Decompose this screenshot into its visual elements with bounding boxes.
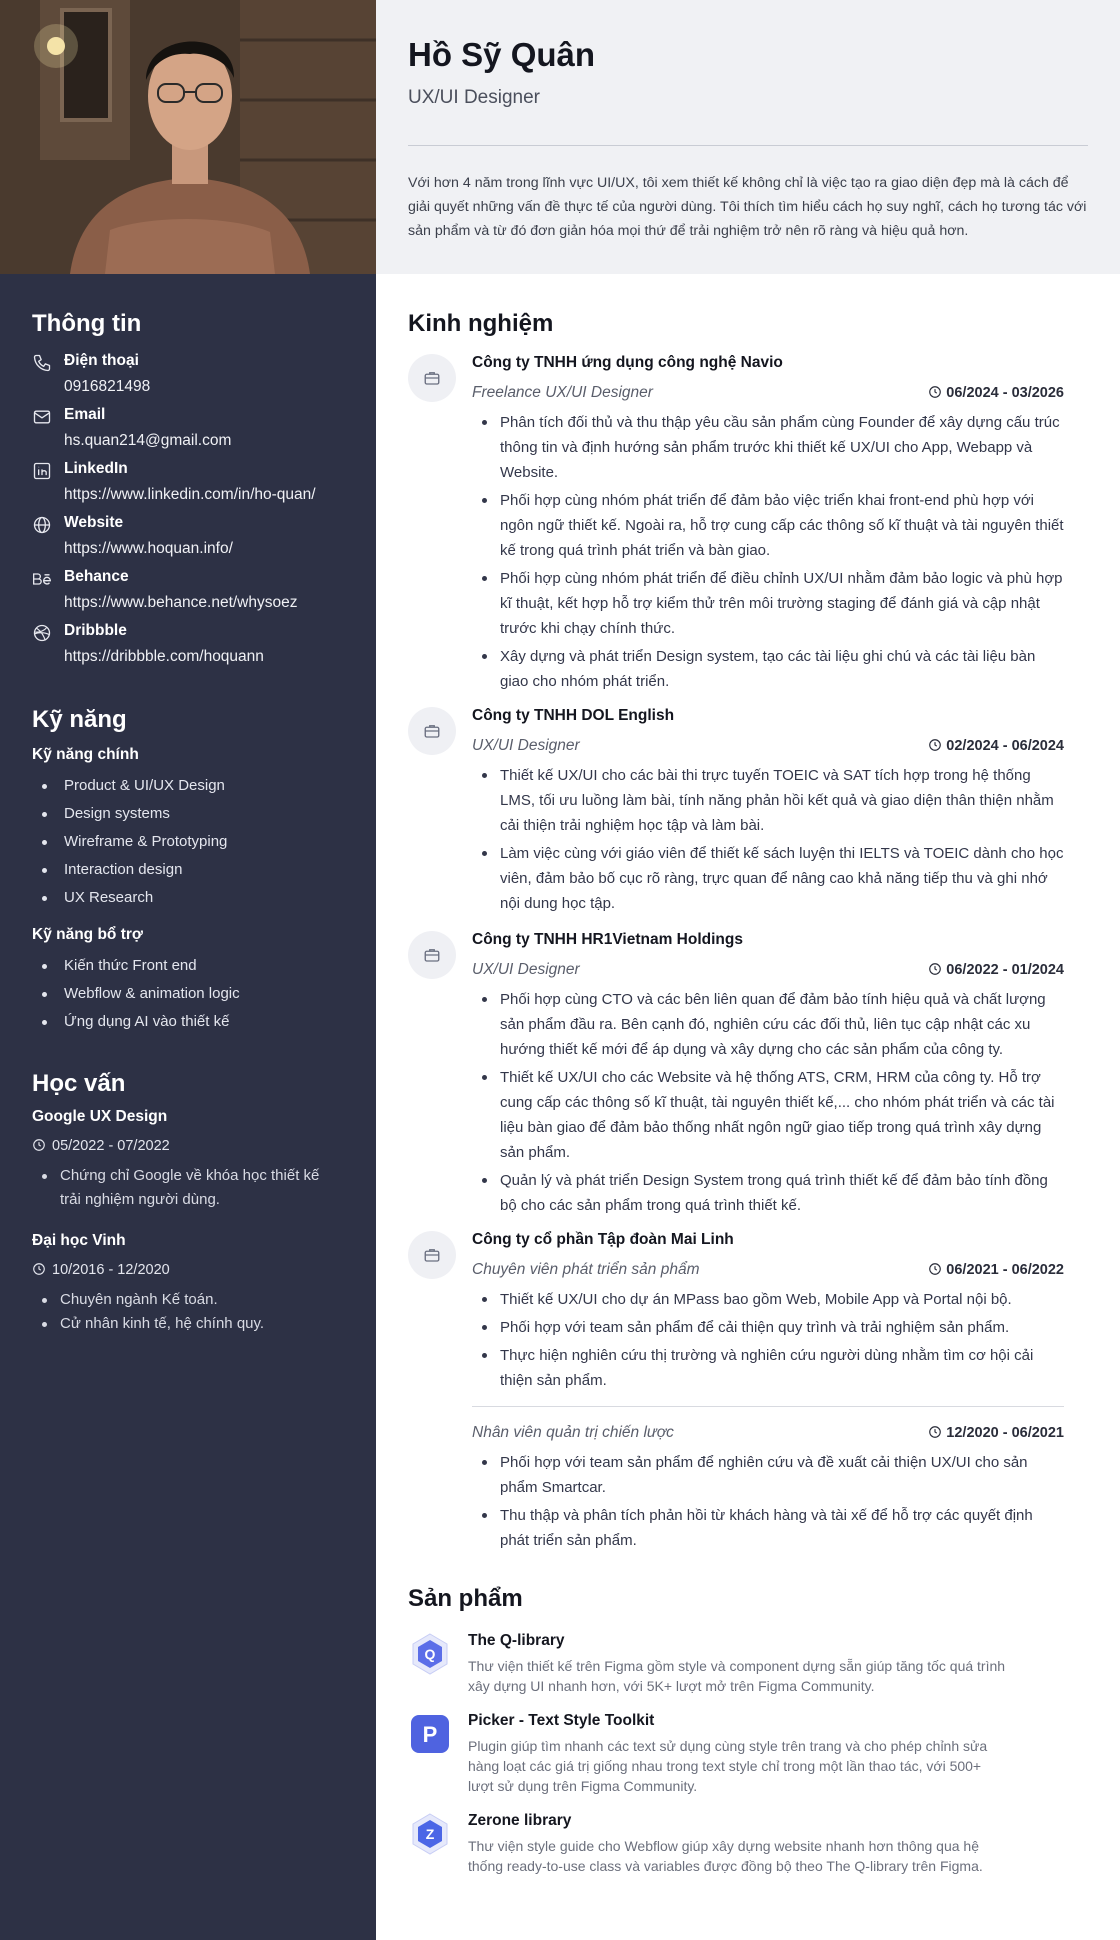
- list-item: Thực hiện nghiên cứu thị trường và nghiên cứu người dùng nhằm tìm cơ hội cải thiện sản phẩm.: [472, 1343, 1064, 1393]
- main-skills-list: [32, 772, 227, 912]
- job-date: [928, 1262, 1064, 1278]
- product-description: Plugin giúp tìm nhanh các text sử dụng cùng style trên trang và cho phép chỉnh sửa hàng loạt các giá trị giống nhau trong text style chỉ trong một lần thao tác, với 500+ lượt sử dụng trên Figma Community.: [468, 1738, 988, 1794]
- company-name: Công ty TNHH DOL English: [472, 707, 675, 724]
- job-date-text: 02/2024 - 06/2024: [946, 738, 1064, 754]
- job-date-text: 06/2022 - 01/2024: [946, 962, 1064, 978]
- position-title: Freelance UX/UI Designer: [472, 384, 653, 401]
- list-item: Webflow & animation logic: [32, 980, 240, 1008]
- list-item: Phân tích đối thủ và thu thập yêu cầu sản phẩm cùng Founder để xây dựng cấu trúc thông tin và định hướng sản phẩm trước khi thiết kế UX/UI cho App, Webapp và Website.: [472, 410, 1064, 485]
- education-school: Đại học Vinh: [32, 1232, 126, 1249]
- contact-label: Website: [64, 514, 124, 531]
- contact-label: Email: [64, 406, 106, 423]
- job-date: [928, 738, 1064, 754]
- linkedin-icon: [32, 461, 52, 481]
- summary: Với hơn 4 năm trong lĩnh vực UI/UX, tôi xem thiết kế không chỉ là việc tạo ra giao diện đẹp mà là cách để giải quyết những vấn đề thực tế của người dùng. Tôi thích tìm hiểu cách họ suy nghĩ, cách họ tương tác với sản phẩm và từ đó đơn giản hóa mọi thứ để trải nghiệm trở nên rõ ràng và hiệu quả hơn.: [408, 175, 1087, 239]
- contact-label: LinkedIn: [64, 460, 128, 477]
- job-date-text: 06/2021 - 06/2022: [946, 1262, 1064, 1278]
- list-item: Thu thập và phân tích phản hồi từ khách hàng và tài xế để hỗ trợ các quyết định phát triển sản phẩm.: [472, 1503, 1064, 1553]
- job-title: UX/UI Designer: [408, 87, 540, 108]
- briefcase-icon: [423, 369, 441, 387]
- globe-icon: [32, 515, 52, 535]
- list-item: Phối hợp cùng nhóm phát triển để đảm bảo việc triển khai front-end phù hợp với ngôn ngữ thiết kế. Ngoài ra, hỗ trợ cung cấp các thông số kĩ thuật và tài nguyên thiết kế trong quá trình phát triển và bàn giao.: [472, 488, 1064, 563]
- education-date: [32, 1262, 170, 1278]
- sidebar: [0, 274, 376, 1940]
- contact-value[interactable]: 0916821498: [64, 378, 151, 395]
- job-badge: [408, 1231, 456, 1279]
- education-date: [32, 1138, 170, 1154]
- list-item: Ứng dụng AI vào thiết kế: [32, 1008, 240, 1036]
- list-item: Design systems: [32, 800, 227, 828]
- briefcase-icon: [423, 722, 441, 740]
- job-date-text: 06/2024 - 03/2026: [946, 385, 1064, 401]
- job-date: [928, 1425, 1064, 1441]
- phone-icon: [32, 353, 52, 373]
- list-item: Chứng chỉ Google về khóa học thiết kế trải nghiệm người dùng.: [32, 1164, 332, 1212]
- job-badge: [408, 707, 456, 755]
- header: [376, 0, 1120, 274]
- job-bullets: [472, 987, 1064, 1221]
- skills-title: Kỹ năng: [32, 706, 127, 733]
- clock-icon: [928, 738, 942, 752]
- product-description: Thư viện thiết kế trên Figma gồm style và component dựng sẵn giúp tăng tốc quá trình xây dựng UI nhanh hơn, với 5K+ lượt mở trên Figma Community.: [468, 1658, 1006, 1694]
- contact-value[interactable]: hs.quan214@gmail.com: [64, 432, 232, 449]
- education-items: [32, 1164, 332, 1212]
- job-badge: [408, 931, 456, 979]
- job-badge: [408, 354, 456, 402]
- education-date-text: 10/2016 - 12/2020: [52, 1262, 170, 1278]
- briefcase-icon: [423, 1246, 441, 1264]
- product-name: The Q-library: [468, 1632, 565, 1649]
- products-title: Sản phẩm: [408, 1585, 523, 1612]
- position-title: Nhân viên quản trị chiến lược: [472, 1424, 674, 1441]
- list-item: Cử nhân kinh tế, hệ chính quy.: [32, 1312, 332, 1336]
- product-name: Zerone library: [468, 1812, 572, 1829]
- contact-label: Dribbble: [64, 622, 127, 639]
- clock-icon: [32, 1262, 46, 1276]
- zerone-logo: [408, 1812, 452, 1856]
- contact-value[interactable]: https://www.hoquan.info/: [64, 540, 233, 557]
- q-library-logo: [408, 1632, 452, 1676]
- list-item: Interaction design: [32, 856, 227, 884]
- contact-label: Điện thoại: [64, 352, 139, 369]
- list-item: Product & UI/UX Design: [32, 772, 227, 800]
- list-item: UX Research: [32, 884, 227, 912]
- clock-icon: [928, 962, 942, 976]
- job-date: [928, 385, 1064, 401]
- job-bullets: [472, 1450, 1064, 1556]
- company-name: Công ty TNHH HR1Vietnam Holdings: [472, 931, 743, 948]
- picker-logo: [408, 1712, 452, 1756]
- extra-skills-title: Kỹ năng bổ trợ: [32, 926, 143, 943]
- list-item: Quản lý và phát triển Design System trong quá trình thiết kế để đảm bảo tính đồng bộ cho các sản phẩm trong quá trình thiết kế.: [472, 1168, 1064, 1218]
- extra-skills-list: [32, 952, 240, 1036]
- contact-value[interactable]: https://www.linkedin.com/in/ho-quan/: [64, 486, 316, 503]
- contact-value[interactable]: https://www.behance.net/whysoez: [64, 594, 298, 611]
- contact-label: Behance: [64, 568, 129, 585]
- list-item: Phối hợp với team sản phẩm để nghiên cứu và đề xuất cải thiện UX/UI cho sản phẩm Smartcar.: [472, 1450, 1064, 1500]
- education-school: Google UX Design: [32, 1108, 168, 1125]
- experience-title: Kinh nghiệm: [408, 310, 554, 337]
- job-date-text: 12/2020 - 06/2021: [946, 1425, 1064, 1441]
- dribbble-icon: [32, 623, 52, 643]
- svg-text:P: P: [422, 1722, 438, 1747]
- info-title: Thông tin: [32, 310, 142, 337]
- education-title: Học vấn: [32, 1070, 126, 1097]
- contact-value[interactable]: https://dribbble.com/hoquann: [64, 648, 264, 665]
- svg-text:Z: Z: [425, 1826, 435, 1842]
- briefcase-icon: [423, 946, 441, 964]
- education-date-text: 05/2022 - 07/2022: [52, 1138, 170, 1154]
- job-date: [928, 962, 1064, 978]
- full-name: Hồ Sỹ Quân: [408, 36, 596, 73]
- position-title: Chuyên viên phát triển sản phẩm: [472, 1261, 700, 1278]
- list-item: Chuyên ngành Kế toán.: [32, 1288, 332, 1312]
- list-item: Làm việc cùng với giáo viên để thiết kế sách luyện thi IELTS và TOEIC dành cho học viên, đảm bảo bố cục rõ ràng, trực quan để nâng cao khả năng tiếp thu và ghi nhớ nội dung học tập.: [472, 841, 1064, 916]
- list-item: Phối hợp cùng nhóm phát triển để điều chỉnh UX/UI nhằm đảm bảo logic và phù hợp kĩ thuật, kết hợp hỗ trợ kiểm thử trên môi trường staging để đánh giá và cập nhật trước khi chạy chính thức.: [472, 566, 1064, 641]
- behance-icon: [32, 569, 52, 589]
- list-item: Xây dựng và phát triển Design system, tạo các tài liệu ghi chú và các tài liệu bàn giao cho nhóm phát triển.: [472, 644, 1064, 694]
- list-item: Thiết kế UX/UI cho dự án MPass bao gồm Web, Mobile App và Portal nội bộ.: [472, 1287, 1064, 1312]
- product-name: Picker - Text Style Toolkit: [468, 1712, 655, 1729]
- position-title: UX/UI Designer: [472, 737, 580, 754]
- company-name: Công ty TNHH ứng dụng công nghệ Navio: [472, 354, 783, 371]
- list-item: Phối hợp với team sản phẩm để cải thiện quy trình và trải nghiệm sản phẩm.: [472, 1315, 1064, 1340]
- list-item: Kiến thức Front end: [32, 952, 240, 980]
- clock-icon: [928, 1262, 942, 1276]
- main-skills-title: Kỹ năng chính: [32, 746, 139, 763]
- list-item: Phối hợp cùng CTO và các bên liên quan để đảm bảo tính hiệu quả và chất lượng sản phẩm đầu ra. Bên cạnh đó, nghiên cứu các đối thủ, liên tục cập nhật các xu hướng thiết kế mới để áp dụng và xây dựng cho các sản phẩm của công ty.: [472, 987, 1064, 1062]
- svg-text:Q: Q: [424, 1646, 436, 1662]
- profile-photo: [0, 0, 376, 274]
- clock-icon: [928, 1425, 942, 1439]
- job-bullets: [472, 1287, 1064, 1396]
- role-divider: [472, 1406, 1064, 1407]
- company-name: Công ty cổ phần Tập đoàn Mai Linh: [472, 1231, 734, 1248]
- header-divider: [408, 145, 1088, 146]
- list-item: Thiết kế UX/UI cho các bài thi trực tuyến TOEIC và SAT tích hợp trong hệ thống LMS, tối ưu luồng làm bài, tính năng phản hồi kết quả và giao diện thân thiện nhằm cải thiện trải nghiệm học tập và làm bài.: [472, 763, 1064, 838]
- clock-icon: [928, 385, 942, 399]
- job-bullets: [472, 410, 1064, 697]
- list-item: Thiết kế UX/UI cho các Website và hệ thống ATS, CRM, HRM của công ty. Hỗ trợ cung cấp các thông số kĩ thuật, tài nguyên thiết kế,... cho nhóm phát triển và các tài liệu bàn giao để đảm bảo thống nhất ngôn ngữ giao tiếp trong quá trình xây dựng sản phẩm.: [472, 1065, 1064, 1165]
- product-description: Thư viện style guide cho Webflow giúp xây dựng website nhanh hơn thông qua hệ thống ready-to-use class và variables được đồng bộ theo The Q-library trên Figma.: [468, 1838, 983, 1874]
- mail-icon: [32, 407, 52, 427]
- position-title: UX/UI Designer: [472, 961, 580, 978]
- education-items: [32, 1288, 332, 1336]
- clock-icon: [32, 1138, 46, 1152]
- list-item: Wireframe & Prototyping: [32, 828, 227, 856]
- job-bullets: [472, 763, 1064, 919]
